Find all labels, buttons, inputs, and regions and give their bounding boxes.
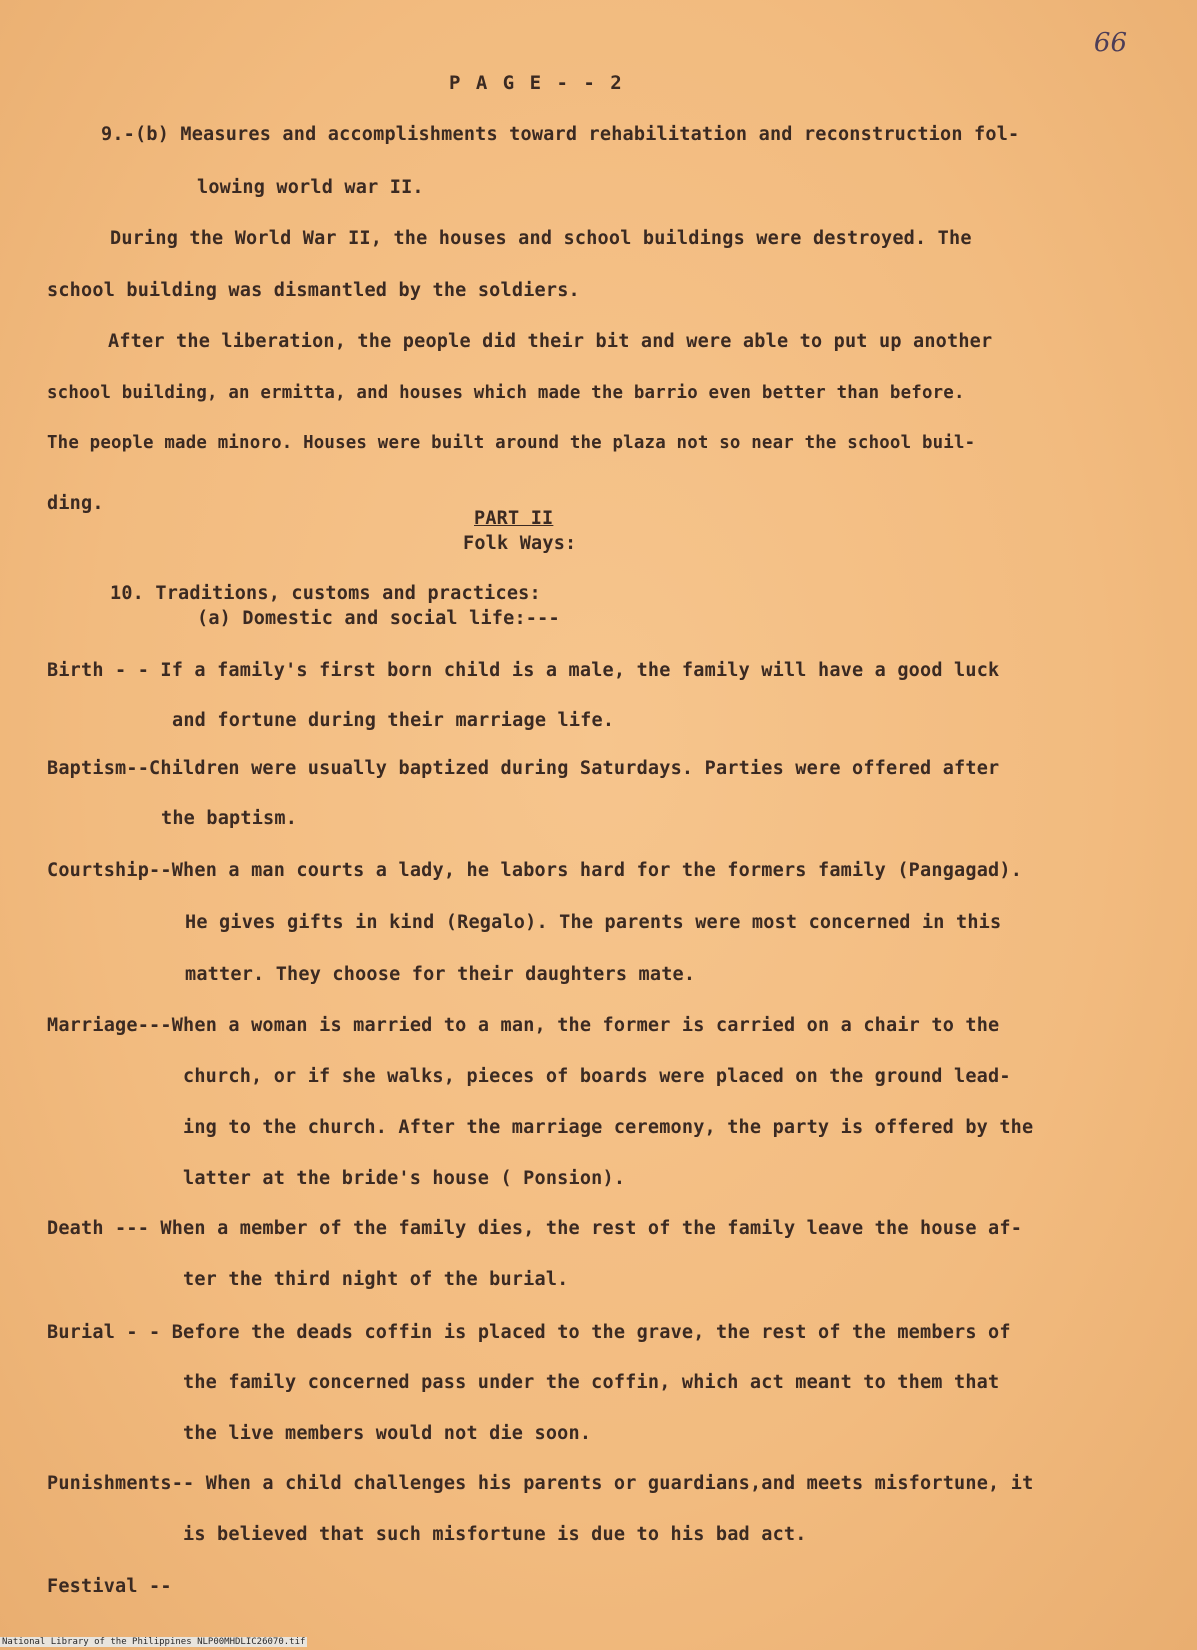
marriage-line2: church, or if she walks, pieces of boards were placed on the ground lead-: [183, 1066, 1011, 1087]
section10-line1: 10. Traditions, customs and practices:: [110, 583, 541, 604]
courtship-line1: Courtship--When a man courts a lady, he labors hard for the formers family (Pangagad).: [47, 860, 1023, 881]
birth-line1: Birth - - If a family's first born child is a male, the family will have a good luck: [47, 660, 1000, 681]
section9-p2-line4: ding.: [47, 493, 104, 514]
section9-p2-line1: After the liberation, the people did their bit and were able to put up another: [108, 331, 993, 352]
courtship-line3: matter. They choose for their daughters mate.: [185, 964, 696, 985]
death-line2: ter the third night of the burial.: [183, 1269, 569, 1290]
death-line1: Death --- When a member of the family dies, the rest of the family leave the house af-: [47, 1218, 1023, 1239]
burial-line1: Burial - - Before the deads coffin is placed to the grave, the rest of the members of: [47, 1322, 1011, 1343]
burial-line2: the family concerned pass under the coffin, which act meant to them that: [183, 1372, 1000, 1393]
page-heading: P A G E - - 2: [449, 72, 624, 94]
marriage-line3: ing to the church. After the marriage ceremony, the party is offered by the: [183, 1117, 1034, 1138]
birth-line2: and fortune during their marriage life.: [172, 710, 615, 731]
marriage-line1: Marriage---When a woman is married to a man, the former is carried on a chair to the: [47, 1015, 1000, 1036]
handwritten-page-number: 66: [1093, 28, 1127, 58]
burial-line3: the live members would not die soon.: [183, 1423, 592, 1444]
section9-line2: lowing world war II.: [197, 177, 424, 198]
section9-p2-line2: school building, an ermitta, and houses which made the barrio even better than before.: [47, 383, 965, 403]
section9-p1-line1: During the World War II, the houses and school buildings were destroyed. The: [110, 228, 972, 249]
section9-line1: 9.-(b) Measures and accomplishments toward rehabilitation and reconstruction fol-: [101, 124, 1020, 145]
festival-line1: Festival --: [47, 1576, 172, 1597]
part2-subtitle: Folk Ways:: [463, 533, 577, 554]
section9-p2-line3: The people made minoro. Houses were built around the plaza not so near the school buil-: [47, 433, 976, 453]
punishments-line1: Punishments-- When a child challenges his parents or guardians,and meets misfortune, it: [47, 1473, 1034, 1494]
punishments-line2: is believed that such misfortune is due to his bad act.: [183, 1524, 807, 1545]
scan-footer: National Library of the Philippines NLP00MHDLIC26070.tif: [2, 1637, 306, 1647]
baptism-line1: Baptism--Children were usually baptized during Saturdays. Parties were offered after: [47, 758, 1000, 779]
section9-p1-line2: school building was dismantled by the soldiers.: [47, 280, 580, 301]
part2-title: PART II: [474, 508, 554, 529]
marriage-line4: latter at the bride's house ( Ponsion).: [183, 1168, 626, 1189]
courtship-line2: He gives gifts in kind (Regalo). The parents were most concerned in this: [185, 912, 1002, 933]
section10-line2: (a) Domestic and social life:---: [197, 608, 560, 629]
baptism-line2: the baptism.: [161, 808, 298, 829]
